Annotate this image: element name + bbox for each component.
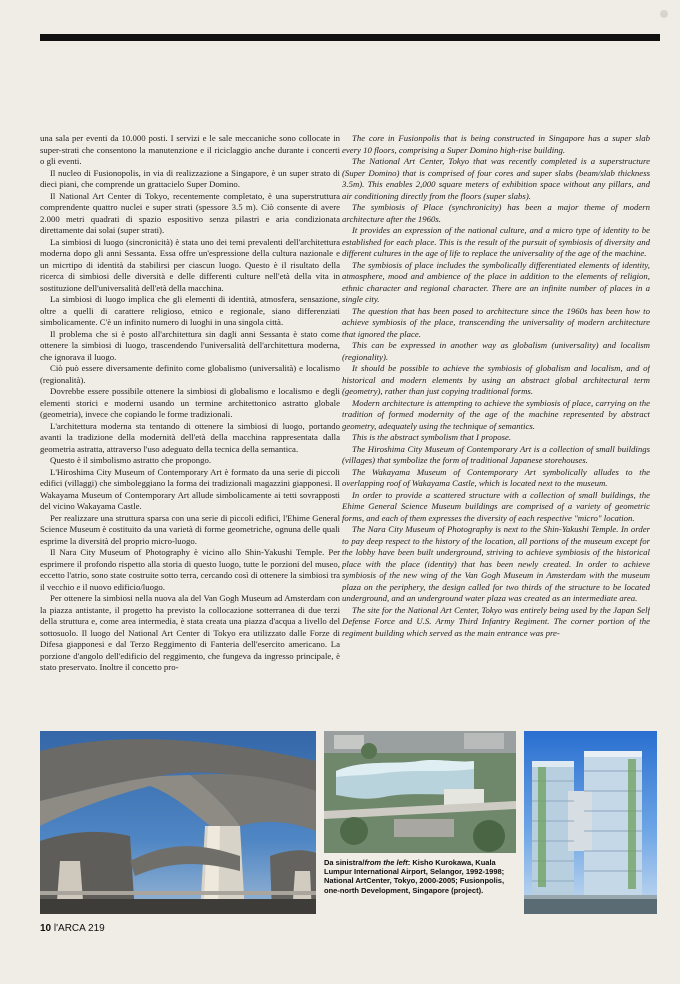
english-paragraph: This is the abstract symbolism that I propose. — [352, 432, 512, 442]
english-paragraph: Modern architecture is attempting to achieve the symbiosis of place, carrying on the tradition of formed modernity of the age of the machine represented by abstract geometry, adequately using the technique of semantics. — [342, 397, 650, 431]
english-paragraph: The Nara City Museum of Photography is next to the Shin-Yakushi Temple. In order to pay deep respect to the history of the location, all portions of the museum except for the lobby have been built underground, striving to achieve symbiosis of the historical place with the place (identity) that has been newly created. In order to achieve symbiosis of the new wing of the Van Gogh Museum in Amsterdam with the museum plaza on the periphery, the design called for two thirds of the structure to be located underground, and an underground water plaza was created as an intermediate area. — [342, 524, 650, 603]
english-paragraph: The Hiroshima City Museum of Contemporary Art is a collection of small buildings (villages) that symbolize the form of traditional Japanese storehouses. — [342, 443, 650, 465]
italian-paragraph: Questo è il simbolismo astratto che propongo. — [50, 455, 212, 465]
italian-paragraph: Il Nara City Museum of Photography è vicino allo Shin-Yakushi Temple. Per esprimere il profondo rispetto alla storia di questo luogo, tutte le porzioni del museo, eccetto l'atrio, sono state costruite sotto terra, cercando così di ottenere la simbiosi tra il vecchio e il nuovo edificio/luogo. — [40, 547, 340, 592]
page-folio — [40, 923, 105, 934]
photo-national-art-center — [324, 731, 516, 853]
caption-prefix-it: Da sinistra/ — [324, 858, 365, 867]
italian-paragraph: Il problema che si è posto all'architettura sin dagli anni Sessanta è stato come ottenere la simbiosi di luogo, trascendendo l'universalità dell'architettura moderna, che ignorava il luogo. — [40, 328, 340, 362]
english-paragraph: The National Art Center, Tokyo that was recently completed is a superstructure (Super Domino) that is comprised of four cores and super slabs (beam/slab thickness 3.5m). This enables 2,000 square meters of exhibition space without any pillars, and air conditioning directly from the floors (super slabs). — [342, 156, 650, 201]
english-column — [342, 133, 650, 723]
italian-paragraph: Il National Art Center di Tokyo, recentemente completato, è una superstruttura comprendente quattro nuclei e super strati (spessore 3.5 m). Ciò consente di avere 2.000 metri quadrati di spazio espositivo senza pilastri e aria condizionata direttamente dai solai (super strati). — [40, 190, 340, 235]
english-paragraph: It provides an expression of the national culture, and a micro type of identity to be established for each place. This is the result of the pursuit of symbiosis of diversity and different cultures in the age of life to replace the universality of the age of the machine. — [342, 225, 650, 258]
top-rule — [40, 34, 660, 41]
italian-paragraph: La simbiosi di luogo implica che gli elementi di identità, atmosfera, sensazione, oltre a quelli di carattere religioso, etnico e regionale, siano differenziati simbolicamente. C'è un infinito numero di luoghi in una singola città. — [40, 294, 340, 327]
italian-column — [40, 133, 340, 723]
italian-paragraph: La simbiosi di luogo (sincronicità) è stata uno dei temi prevalenti dell'architettura moderna dopo gli anni Sessanta. Essa offre un'espressione della cultura nazionale e un micrtipo di identità da stabilirsi per ciascun luogo. Questo è il risultato della ricerca di simbiosi delle diversità e delle differenti culture nell'età della vita in sostituzione dell'universalità dell'età della macchina. — [40, 236, 340, 293]
italian-paragraph: Per realizzare una struttura sparsa con una serie di piccoli edifici, l'Ehime General Science Museum è costituito da una varietà di forme geometriche, ognuna delle quali esprime la diversità del proprio micro-luogo. — [40, 512, 340, 546]
italian-paragraph: Dovrebbe essere possibile ottenere la simbiosi di globalismo e localismo e degli elementi storici e moderni usando un termine architettonico astratto globale (geometria), invece che copiando le forme tradizionali. — [40, 386, 340, 419]
italian-paragraph: L'architettura moderna sta tentando di ottenere la simbiosi di luogo, portando avanti la tradizione della modernità dell'età della macchina rappresentata dalla geometria astratta, attraverso l'uso adeguato della tecnica della semantica. — [40, 420, 340, 454]
english-paragraph: It should be possible to achieve the symbiosis of globalism and localism, and of historical and modern elements by using an abstract global architectural term (geometry), rather than just copying traditional forms. — [342, 363, 650, 396]
page-number: 10 — [40, 923, 52, 934]
caption-text: : Kisho Kurokawa, Kuala Lumpur International Airport, Selangor, 1992-1998; National ArtCenter, Tokyo, 2000-2005; Fusionpolis, one-north Development, Singapore (project). — [324, 858, 505, 895]
italian-paragraph: Per ottenere la simbiosi nella nuova ala del Van Gogh Museum ad Amsterdam con la piazza antistante, il progetto ha previsto la collocazione sotterranea di due terzi della struttura e, come area intermedia, è stata creata una piazza d'acqua a livello del sottosuolo. Il luogo del National Art Center di Tokyo era utilizzato dalle Forze di Difesa giapponesi e dal Terzo Reggimento di Fanteria dell'esercito americano. La porzione d'angolo dell'edificio del reggimento, che fungeva da ingresso principale, è stato preservato. Inoltre il concetto pro- — [40, 593, 340, 672]
magazine-issue: l'ARCA 219 — [53, 923, 105, 934]
english-paragraph: The core in Fusionpolis that is being constructed in Singapore has a super slab every 10 floors, comprising a Super Domino high-rise building. — [342, 133, 650, 155]
airport-roof-illustration — [40, 731, 316, 914]
photo-caption — [324, 858, 518, 895]
italian-paragraph: una sala per eventi da 10.000 posti. I servizi e le sale meccaniche sono collocate in super-strati che consentono la manutenzione e il riciclaggio anche durante i concerti o gli eventi. — [40, 133, 340, 166]
photo-fusionopolis — [524, 731, 657, 914]
english-paragraph: In order to provide a scattered structure with a collection of small buildings, the Ehime General Science Museum buildings are comprised of a variety of geometric forms, and each of them expresses the diversity of each respective "micro" location. — [342, 489, 650, 523]
italian-paragraph: L'Hiroshima City Museum of Contemporary Art è formato da una serie di piccoli edifici (villaggi) che simboleggiano la forma dei tradizionali magazzini giapponesi. Il Wakayama Museum of Contemporary Art allude simbolicamente ai tetti sovrapposti del vicino Wakayama Castle. — [40, 466, 340, 511]
english-paragraph: The Wakayama Museum of Contemporary Art symbolically alludes to the overlapping roof of Wakayama Castle, which is located next to the museum. — [342, 466, 650, 488]
fusionopolis-towers-illustration — [524, 731, 657, 914]
english-paragraph: This can be expressed in another way as globalism (universality) and localism (regionality). — [342, 340, 650, 362]
photo-kuala-lumpur-airport — [40, 731, 316, 914]
english-paragraph: The symbiosis of place includes the symbolically differentiated elements of identity, atmosphere, mood and ambience of the place in addition to the elements of religion, ethnic character and regional character. There are an infinite number of places in a single city. — [342, 259, 650, 304]
english-paragraph: The question that has been posed to architecture since the 1960s has been how to achieve symbiosis of the place, transcending the universality of modern architecture that ignored the place. — [342, 305, 650, 339]
english-paragraph: The symbiosis of Place (synchronicity) has been a major theme of modern architecture after the 1960s. — [342, 202, 650, 224]
italian-paragraph: Il nucleo di Fusionopolis, in via di realizzazione a Singapore, è un super strato di dieci piani, che comprende un grattacielo Super Domino. — [40, 167, 340, 189]
art-center-aerial-illustration — [324, 731, 516, 853]
english-paragraph: The site for the National Art Center, Tokyo was entirely being used by the Japan Self Defense Force and U.S. Army Third Infantry Regiment. The corner portion of the regiment building which served as the main entrance was pre- — [342, 604, 650, 638]
italian-paragraph: Ciò può essere diversamente definito come globalismo (universalità) e localismo (regionalità). — [40, 363, 340, 385]
caption-prefix-en: from the left — [364, 858, 408, 867]
corner-mark — [660, 10, 668, 18]
